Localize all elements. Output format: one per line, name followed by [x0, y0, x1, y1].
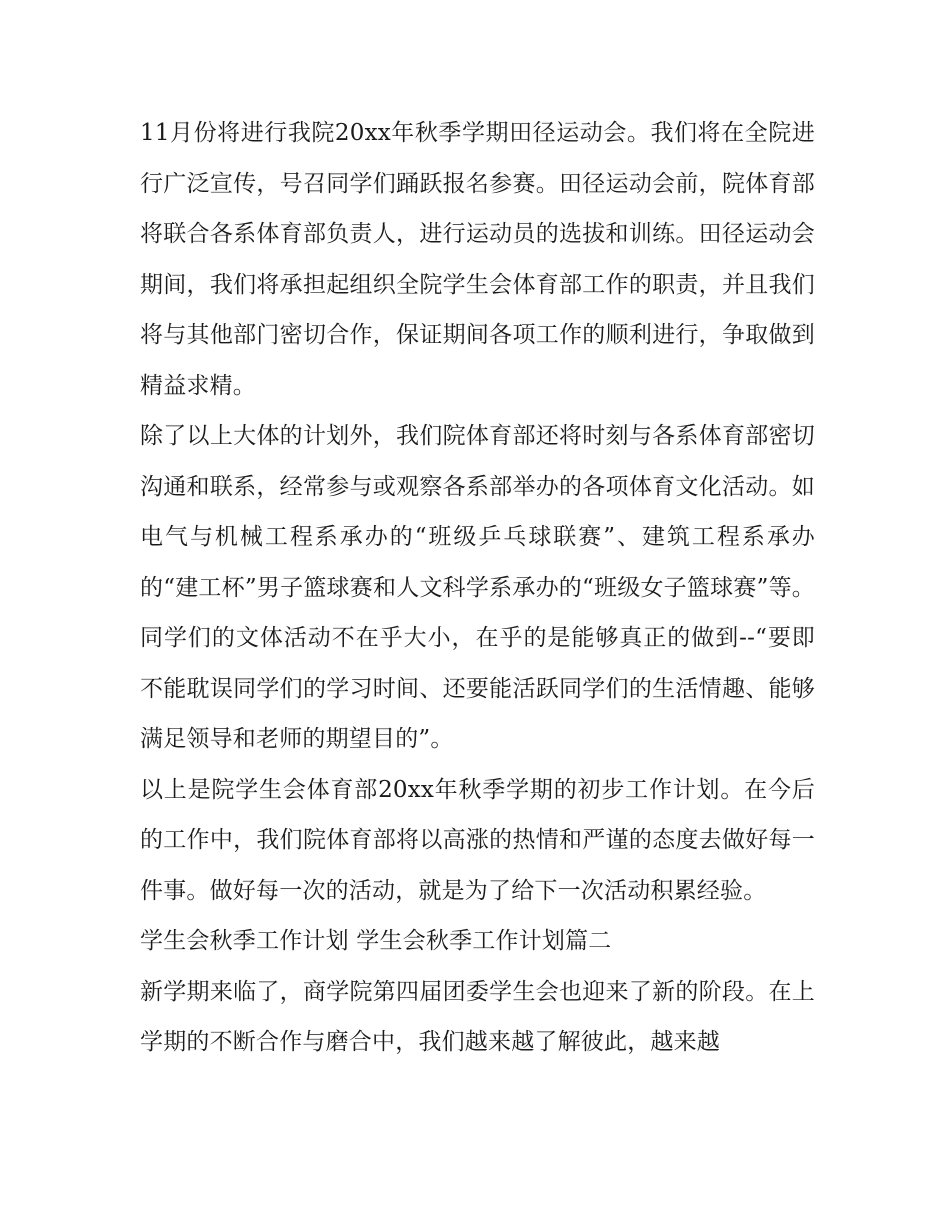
- paragraph-sports-meet: 11月份将进行我院20xx年秋季学期田径运动会。我们将在全院进行广泛宣传，号召同学们踊跃报名参赛。田径运动会前，院体育部将联合各系体育部负责人，进行运动员的选拔和训练。田径运动会期间，我们将承担起组织全院学生会体育部工作的职责，并且我们将与其他部门密切合作，保证期间各项工作的顺利进行，争取做到精益求精。: [140, 120, 815, 399]
- paragraph-new-semester: 新学期来临了，商学院第四届团委学生会也迎来了新的阶段。在上学期的不断合作与磨合中，我们越来越了解彼此，越来越: [140, 978, 815, 1055]
- paragraph-department-activities: 除了以上大体的计划外，我们院体育部还将时刻与各系体育部密切沟通和联系，经常参与或观察各系部举办的各项体育文化活动。如电气与机械工程系承办的“班级乒乓球联赛”、建筑工程系承办的“建工杯”男子篮球赛和人文科学系承办的“班级女子篮球赛”等。同学们的文体活动不在乎大小，在乎的是能够真正的做到--“要即不能耽误同学们的学习时间、还要能活跃同学们的生活情趣、能够满足领导和老师的期望目的”。: [140, 423, 815, 752]
- document-body: [140, 108, 815, 1068]
- paragraph-summary: 以上是院学生会体育部20xx年秋季学期的初步工作计划。在今后的工作中，我们院体育部将以高涨的热情和严谨的态度去做好每一件事。做好每一次的活动，就是为了给下一次活动积累经验。: [140, 776, 815, 904]
- section-heading: 学生会秋季工作计划 学生会秋季工作计划篇二: [140, 928, 612, 954]
